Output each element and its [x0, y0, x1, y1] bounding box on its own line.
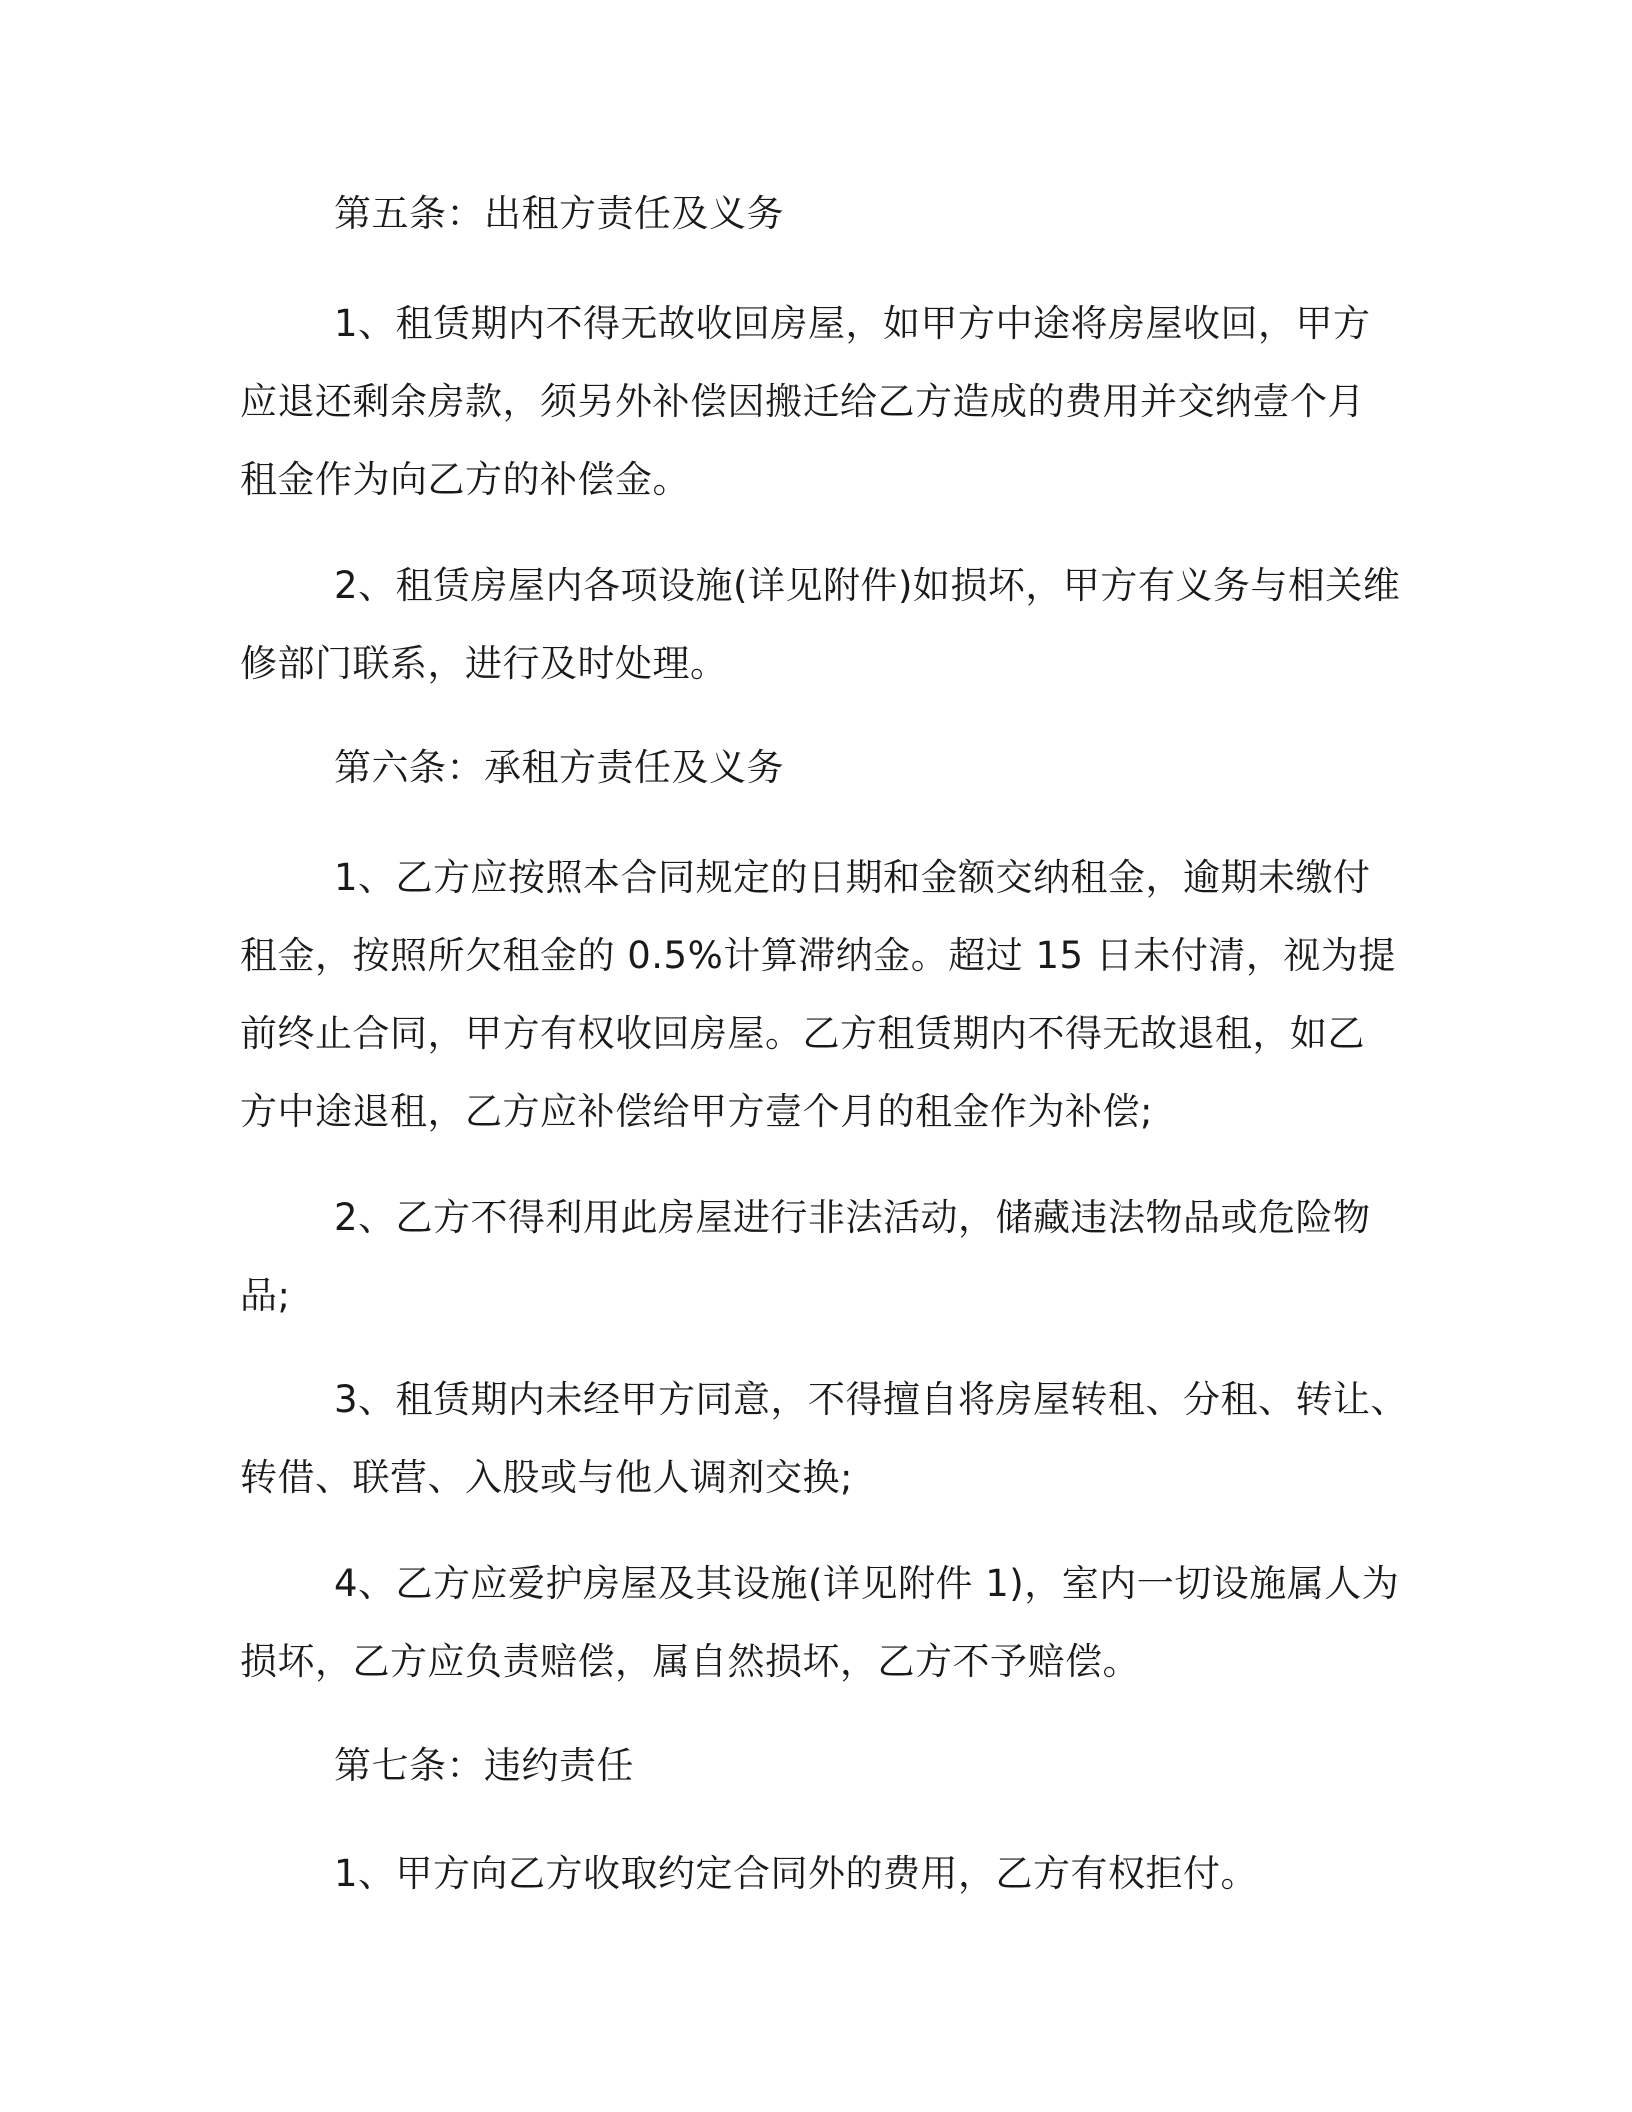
article-5-clause-1-line-1: 1、租赁期内不得无故收回房屋，如甲方中途将房屋收回，甲方	[334, 302, 1371, 345]
article-6-heading: 第六条：承租方责任及义务	[334, 746, 784, 789]
article-5-clause-2-line-1: 2、租赁房屋内各项设施(详见附件)如损坏，甲方有义务与相关维	[334, 564, 1401, 607]
article-6-clause-2-line-2: 品;	[240, 1274, 291, 1317]
article-6-clause-4-line-1: 4、乙方应爱护房屋及其设施(详见附件 1)，室内一切设施属人为	[334, 1562, 1400, 1605]
article-6-clause-3-line-2: 转借、联营、入股或与他人调剂交换;	[240, 1456, 853, 1499]
article-6-clause-1-line-1: 1、乙方应按照本合同规定的日期和金额交纳租金，逾期未缴付	[334, 856, 1371, 899]
article-6-clause-1-line-2: 租金，按照所欠租金的 0.5%计算滞纳金。超过 15 日未付清，视为提	[240, 934, 1396, 977]
article-6-clause-1-line-3: 前终止合同，甲方有权收回房屋。乙方租赁期内不得无故退租，如乙	[240, 1012, 1365, 1055]
article-6-clause-4-line-2: 损坏，乙方应负责赔偿，属自然损坏，乙方不予赔偿。	[240, 1640, 1140, 1683]
article-7-clause-1-line-1: 1、甲方向乙方收取约定合同外的费用，乙方有权拒付。	[334, 1852, 1259, 1895]
article-6-clause-3-line-1: 3、租赁期内未经甲方同意，不得擅自将房屋转租、分租、转让、	[334, 1378, 1409, 1421]
article-5-heading: 第五条：出租方责任及义务	[334, 192, 784, 235]
article-6-clause-1-line-4: 方中途退租，乙方应补偿给甲方壹个月的租金作为补偿;	[240, 1090, 1153, 1133]
article-6-clause-2-line-1: 2、乙方不得利用此房屋进行非法活动，储藏违法物品或危险物	[334, 1196, 1371, 1239]
article-5-clause-1-line-2: 应退还剩余房款，须另外补偿因搬迁给乙方造成的费用并交纳壹个月	[240, 380, 1365, 423]
article-5-clause-1-line-3: 租金作为向乙方的补偿金。	[240, 458, 690, 501]
article-7-heading: 第七条：违约责任	[334, 1744, 634, 1787]
article-5-clause-2-line-2: 修部门联系，进行及时处理。	[240, 642, 728, 685]
